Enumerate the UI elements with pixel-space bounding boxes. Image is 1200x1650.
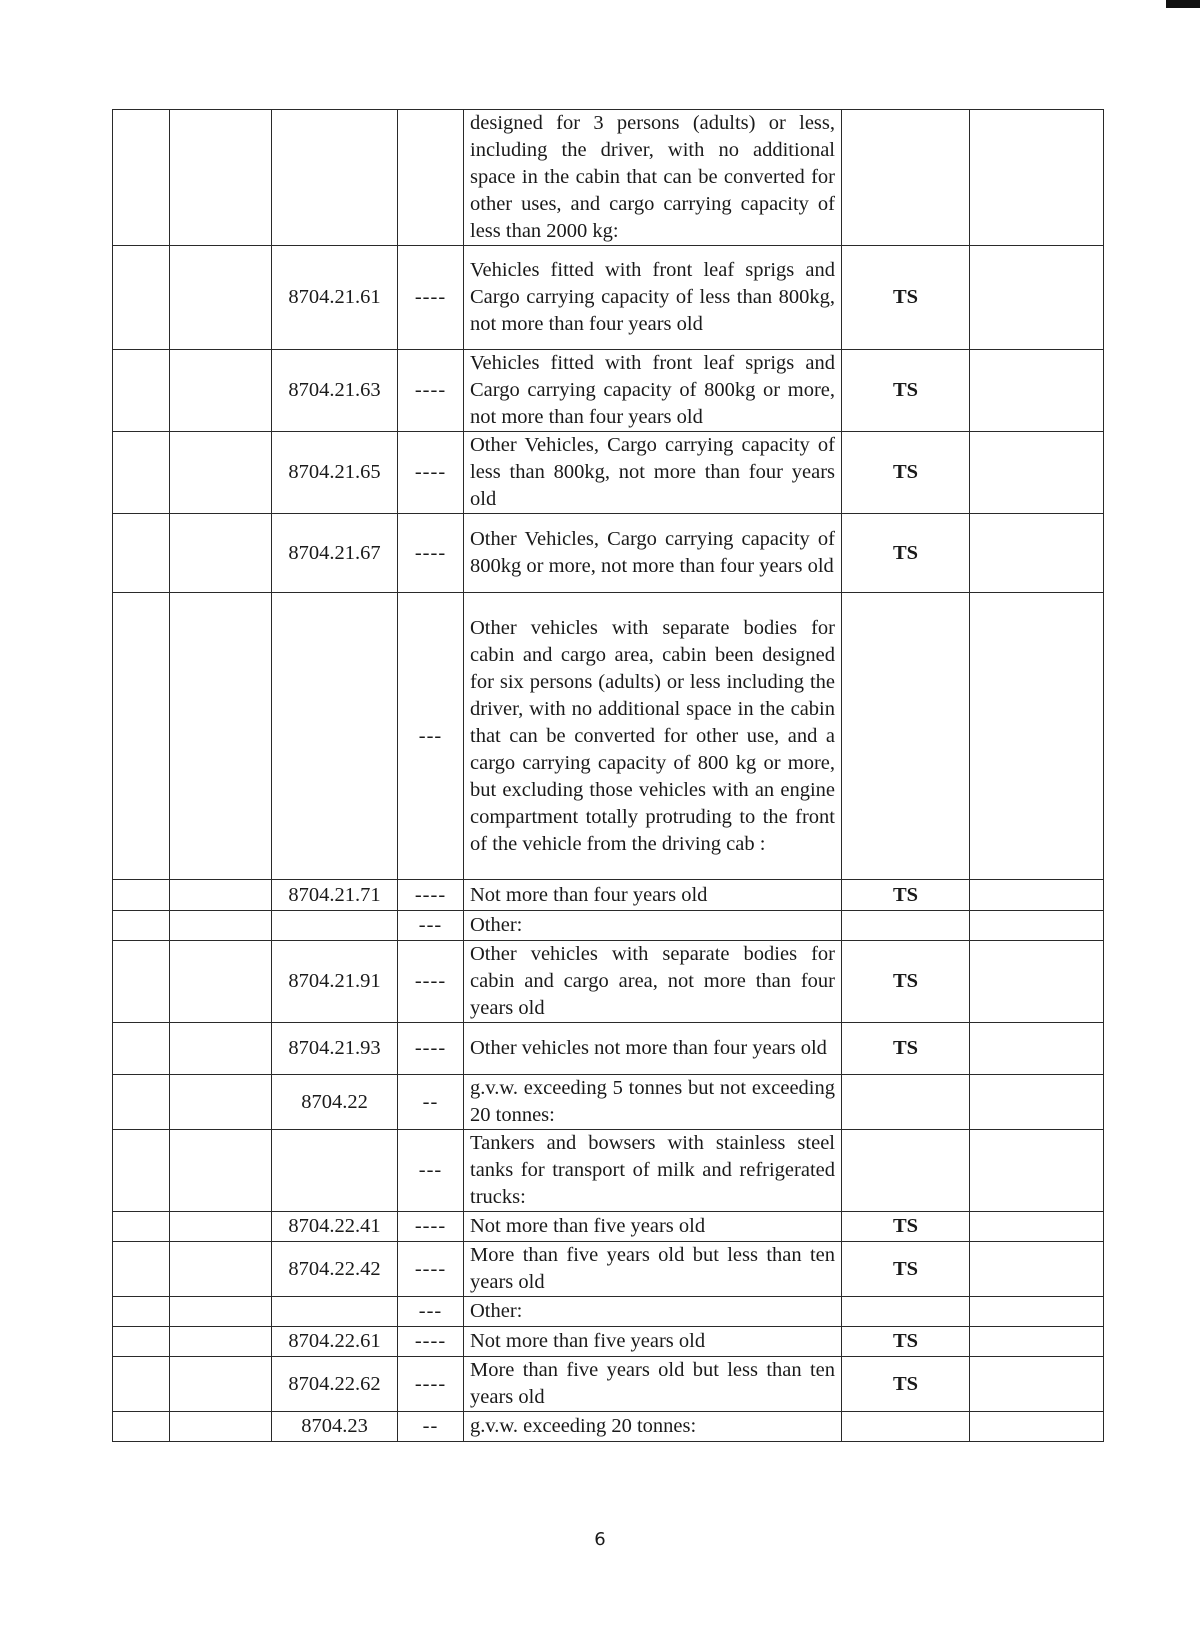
level-dash-cell: ---- — [398, 1242, 464, 1297]
blank-cell — [170, 246, 272, 350]
hs-code-cell: 8704.21.65 — [272, 432, 398, 514]
blank-cell — [170, 1242, 272, 1297]
rate-cell: TS — [842, 880, 970, 911]
level-dash-cell: ---- — [398, 880, 464, 911]
blank-cell — [970, 1412, 1104, 1442]
blank-cell — [113, 350, 170, 432]
scan-corner-mark — [1166, 0, 1200, 8]
blank-cell — [170, 1075, 272, 1130]
tariff-table — [112, 109, 1104, 1442]
level-dash-cell: -- — [398, 1412, 464, 1442]
blank-cell — [970, 1357, 1104, 1412]
level-dash-cell: ---- — [398, 1212, 464, 1242]
blank-cell — [170, 432, 272, 514]
blank-cell — [970, 1212, 1104, 1242]
blank-cell — [970, 911, 1104, 941]
hs-code-cell — [272, 1297, 398, 1327]
blank-cell — [170, 880, 272, 911]
hs-code-cell: 8704.21.71 — [272, 880, 398, 911]
description-cell: Not more than five years old — [464, 1327, 842, 1357]
blank-cell — [970, 1242, 1104, 1297]
hs-code-cell — [272, 110, 398, 246]
blank-cell — [113, 1130, 170, 1212]
rate-cell — [842, 593, 970, 880]
table-row — [113, 1075, 1104, 1130]
blank-cell — [170, 1327, 272, 1357]
blank-cell — [170, 110, 272, 246]
hs-code-cell: 8704.23 — [272, 1412, 398, 1442]
table-row — [113, 432, 1104, 514]
rate-cell — [842, 1297, 970, 1327]
hs-code-cell: 8704.22.61 — [272, 1327, 398, 1357]
description-cell: g.v.w. exceeding 5 tonnes but not exceeding 20 tonnes: — [464, 1075, 842, 1130]
blank-cell — [970, 880, 1104, 911]
description-cell: Not more than four years old — [464, 880, 842, 911]
level-dash-cell: --- — [398, 1297, 464, 1327]
description-cell: Other vehicles with separate bodies for cabin and cargo area, not more than four years old — [464, 941, 842, 1023]
description-cell: Other: — [464, 911, 842, 941]
table-row — [113, 911, 1104, 941]
blank-cell — [970, 350, 1104, 432]
tariff-table-body — [113, 110, 1104, 1442]
rate-cell — [842, 1412, 970, 1442]
description-cell: Other vehicles not more than four years old — [464, 1023, 842, 1075]
hs-code-cell: 8704.21.67 — [272, 514, 398, 593]
description-cell: Other Vehicles, Cargo carrying capacity of less than 800kg, not more than four years old — [464, 432, 842, 514]
table-row — [113, 1297, 1104, 1327]
level-dash-cell: -- — [398, 1075, 464, 1130]
blank-cell — [113, 246, 170, 350]
blank-cell — [113, 941, 170, 1023]
blank-cell — [170, 350, 272, 432]
page-number: 6 — [594, 1529, 606, 1550]
blank-cell — [970, 514, 1104, 593]
blank-cell — [170, 911, 272, 941]
table-row — [113, 1242, 1104, 1297]
hs-code-cell — [272, 911, 398, 941]
description-cell: designed for 3 persons (adults) or less, including the driver, with no additional space in the cabin that can be converted for other uses, and cargo carrying capacity of less than 2000 kg: — [464, 110, 842, 246]
description-cell: Other: — [464, 1297, 842, 1327]
blank-cell — [113, 432, 170, 514]
blank-cell — [970, 432, 1104, 514]
description-cell: Not more than five years old — [464, 1212, 842, 1242]
level-dash-cell: ---- — [398, 1327, 464, 1357]
description-cell: More than five years old but less than ten years old — [464, 1242, 842, 1297]
rate-cell: TS — [842, 1023, 970, 1075]
table-row — [113, 941, 1104, 1023]
hs-code-cell: 8704.22.41 — [272, 1212, 398, 1242]
rate-cell: TS — [842, 1212, 970, 1242]
blank-cell — [970, 1297, 1104, 1327]
level-dash-cell: --- — [398, 593, 464, 880]
level-dash-cell: ---- — [398, 1023, 464, 1075]
hs-code-cell — [272, 1130, 398, 1212]
hs-code-cell: 8704.22.42 — [272, 1242, 398, 1297]
table-row — [113, 110, 1104, 246]
rate-cell — [842, 110, 970, 246]
description-cell: Vehicles fitted with front leaf sprigs and Cargo carrying capacity of 800kg or more, not more than four years old — [464, 350, 842, 432]
blank-cell — [113, 1297, 170, 1327]
blank-cell — [970, 110, 1104, 246]
blank-cell — [970, 1327, 1104, 1357]
hs-code-cell: 8704.21.61 — [272, 246, 398, 350]
blank-cell — [113, 1023, 170, 1075]
blank-cell — [113, 110, 170, 246]
blank-cell — [113, 1327, 170, 1357]
blank-cell — [170, 941, 272, 1023]
rate-cell: TS — [842, 350, 970, 432]
description-cell: Vehicles fitted with front leaf sprigs and Cargo carrying capacity of less than 800kg, not more than four years old — [464, 246, 842, 350]
description-cell: g.v.w. exceeding 20 tonnes: — [464, 1412, 842, 1442]
level-dash-cell: ---- — [398, 514, 464, 593]
blank-cell — [970, 941, 1104, 1023]
level-dash-cell: ---- — [398, 941, 464, 1023]
level-dash-cell: --- — [398, 1130, 464, 1212]
hs-code-cell: 8704.21.63 — [272, 350, 398, 432]
level-dash-cell — [398, 110, 464, 246]
rate-cell: TS — [842, 1327, 970, 1357]
table-row — [113, 1212, 1104, 1242]
blank-cell — [170, 1212, 272, 1242]
blank-cell — [113, 1412, 170, 1442]
hs-code-cell: 8704.22 — [272, 1075, 398, 1130]
blank-cell — [170, 593, 272, 880]
blank-cell — [113, 1242, 170, 1297]
table-row — [113, 1130, 1104, 1212]
blank-cell — [113, 593, 170, 880]
blank-cell — [113, 1075, 170, 1130]
table-row — [113, 880, 1104, 911]
blank-cell — [170, 514, 272, 593]
blank-cell — [170, 1297, 272, 1327]
table-row — [113, 1023, 1104, 1075]
level-dash-cell: ---- — [398, 432, 464, 514]
blank-cell — [970, 593, 1104, 880]
blank-cell — [170, 1357, 272, 1412]
rate-cell — [842, 1130, 970, 1212]
blank-cell — [113, 1357, 170, 1412]
level-dash-cell: ---- — [398, 350, 464, 432]
rate-cell: TS — [842, 514, 970, 593]
level-dash-cell: ---- — [398, 246, 464, 350]
description-cell: Tankers and bowsers with stainless steel tanks for transport of milk and refrigerated trucks: — [464, 1130, 842, 1212]
rate-cell — [842, 911, 970, 941]
hs-code-cell: 8704.21.93 — [272, 1023, 398, 1075]
level-dash-cell: ---- — [398, 1357, 464, 1412]
blank-cell — [170, 1130, 272, 1212]
blank-cell — [970, 1130, 1104, 1212]
blank-cell — [113, 514, 170, 593]
level-dash-cell: --- — [398, 911, 464, 941]
rate-cell: TS — [842, 246, 970, 350]
blank-cell — [170, 1023, 272, 1075]
rate-cell: TS — [842, 1357, 970, 1412]
description-cell: More than five years old but less than ten years old — [464, 1357, 842, 1412]
blank-cell — [113, 911, 170, 941]
rate-cell: TS — [842, 1242, 970, 1297]
rate-cell — [842, 1075, 970, 1130]
blank-cell — [113, 880, 170, 911]
blank-cell — [970, 1075, 1104, 1130]
blank-cell — [113, 1212, 170, 1242]
description-cell: Other Vehicles, Cargo carrying capacity of 800kg or more, not more than four years old — [464, 514, 842, 593]
table-row — [113, 246, 1104, 350]
description-cell: Other vehicles with separate bodies for cabin and cargo area, cabin been designed for six persons (adults) or less including the driver, with no additional space in the cabin that can be converted for other use, and a cargo carrying capacity of 800 kg or more, but excluding those vehicles with an engine compartment totally protruding to the front of the vehicle from the driving cab : — [464, 593, 842, 880]
table-row — [113, 1327, 1104, 1357]
hs-code-cell: 8704.21.91 — [272, 941, 398, 1023]
rate-cell: TS — [842, 432, 970, 514]
hs-code-cell: 8704.22.62 — [272, 1357, 398, 1412]
hs-code-cell — [272, 593, 398, 880]
table-row — [113, 514, 1104, 593]
table-row — [113, 593, 1104, 880]
blank-cell — [970, 246, 1104, 350]
rate-cell: TS — [842, 941, 970, 1023]
blank-cell — [970, 1023, 1104, 1075]
table-row — [113, 1357, 1104, 1412]
blank-cell — [170, 1412, 272, 1442]
table-row — [113, 350, 1104, 432]
table-row — [113, 1412, 1104, 1442]
